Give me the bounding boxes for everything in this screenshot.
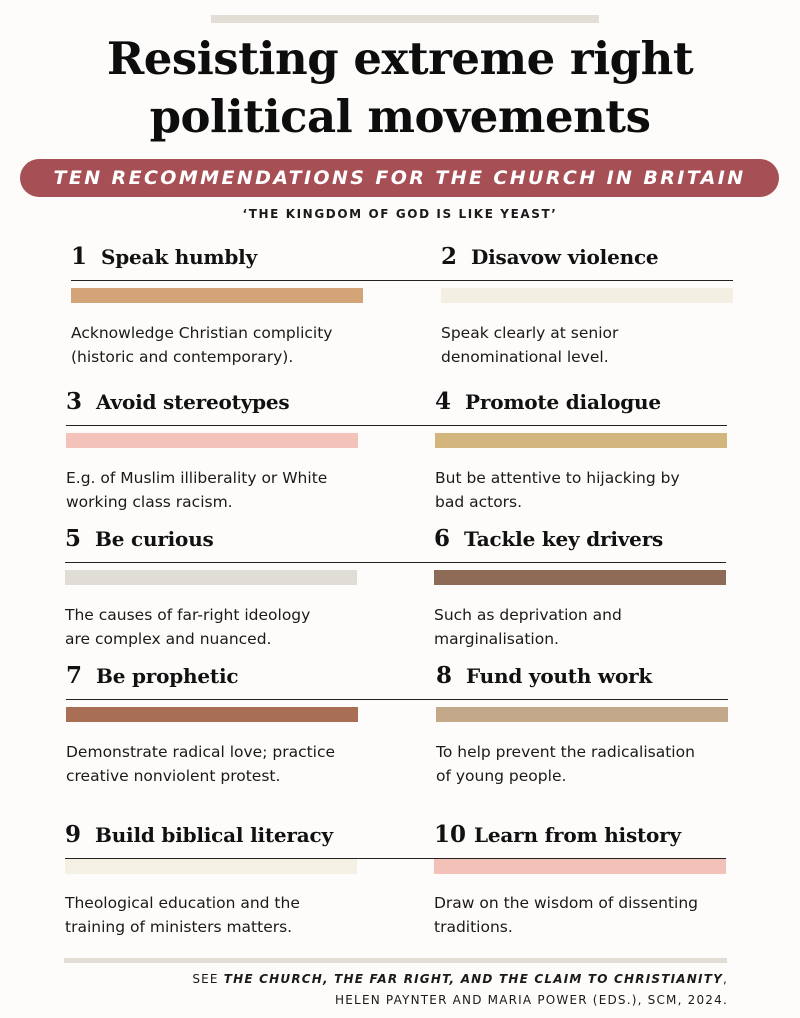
recommendation-description (434, 603, 754, 651)
page-title (0, 30, 800, 146)
recommendation-title: Promote dialogue (465, 390, 661, 414)
tagline: ‘THE KINGDOM OF GOD IS LIKE YEAST’ (242, 207, 558, 221)
recommendation-title: Fund youth work (466, 664, 653, 688)
recommendation-description (65, 603, 385, 651)
recommendation-number: 2 (441, 243, 458, 270)
recommendation-card-9 (65, 821, 365, 951)
recommendation-description (435, 466, 755, 514)
description-line-1: The causes of far-right ideology (65, 606, 311, 624)
recommendation-description (66, 466, 386, 514)
recommendation-card-7 (66, 662, 366, 792)
description-line-1: But be attentive to hijacking by (435, 469, 680, 487)
citation-line-2: HELEN PAYNTER AND MARIA POWER (EDS.), SCM, 2024. (335, 993, 728, 1007)
recommendation-color-bar (65, 570, 357, 585)
recommendation-rule (434, 562, 726, 563)
recommendation-color-bar (66, 433, 358, 448)
recommendation-color-bar (435, 433, 727, 448)
recommendation-title: Tackle key drivers (464, 527, 664, 551)
description-line-2: bad actors. (435, 493, 523, 511)
recommendation-title: Avoid stereotypes (96, 390, 290, 414)
recommendation-description (436, 740, 756, 788)
bottom-divider (64, 958, 727, 963)
description-line-2: traditions. (434, 918, 513, 936)
recommendation-title: Speak humbly (101, 245, 257, 269)
recommendation-heading (435, 388, 661, 424)
citation-line-1 (192, 969, 728, 990)
description-line-1: Draw on the wisdom of dissenting (434, 894, 698, 912)
recommendation-description (441, 321, 761, 369)
recommendation-heading (65, 821, 333, 857)
description-line-2: working class racism. (66, 493, 233, 511)
recommendation-heading (66, 662, 238, 698)
top-divider (211, 15, 599, 23)
title-line-2: political movements (149, 90, 651, 143)
recommendation-heading (434, 821, 681, 857)
recommendation-rule (436, 699, 728, 700)
citation-book-title: THE CHURCH, THE FAR RIGHT, AND THE CLAIM TO CHRISTIANITY (223, 972, 723, 986)
recommendation-heading (436, 662, 652, 698)
recommendation-number: 6 (434, 525, 451, 552)
description-line-1: Acknowledge Christian complicity (71, 324, 333, 342)
recommendation-card-10 (434, 821, 734, 951)
recommendation-number: 7 (66, 662, 83, 689)
recommendation-description (434, 891, 754, 939)
recommendation-title: Be curious (95, 527, 214, 551)
recommendation-heading (441, 243, 658, 279)
description-line-2: of young people. (436, 767, 567, 785)
recommendation-color-bar (434, 570, 726, 585)
recommendation-card-3 (66, 388, 366, 518)
recommendation-color-bar (65, 859, 357, 874)
recommendation-description (71, 321, 391, 369)
recommendation-rule (435, 425, 727, 426)
description-line-1: E.g. of Muslim illiberality or White (66, 469, 328, 487)
recommendation-rule (66, 425, 436, 426)
description-line-1: To help prevent the radicalisation (436, 743, 695, 761)
description-line-2: (historic and contemporary). (71, 348, 294, 366)
description-line-1: Demonstrate radical love; practice (66, 743, 336, 761)
recommendation-rule (71, 280, 441, 281)
recommendation-color-bar (436, 707, 728, 722)
recommendation-title: Learn from history (474, 823, 681, 847)
recommendation-number: 9 (65, 821, 82, 848)
description-line-2: training of ministers matters. (65, 918, 293, 936)
description-line-1: Speak clearly at senior (441, 324, 619, 342)
subtitle-banner: TEN RECOMMENDATIONS FOR THE CHURCH IN BRITAIN (20, 159, 779, 197)
citation-prefix: SEE (192, 972, 224, 986)
recommendation-heading (71, 243, 257, 279)
recommendation-number: 3 (66, 388, 83, 415)
recommendation-card-2 (441, 243, 741, 373)
recommendation-heading (434, 525, 663, 561)
recommendation-color-bar (434, 859, 726, 874)
citation (192, 969, 728, 1011)
recommendation-color-bar (66, 707, 358, 722)
recommendation-number: 10 (434, 821, 467, 848)
recommendation-heading (65, 525, 214, 561)
recommendation-number: 4 (435, 388, 452, 415)
recommendation-heading (66, 388, 289, 424)
recommendation-rule (65, 562, 435, 563)
recommendation-card-1 (71, 243, 371, 373)
recommendation-rule (441, 280, 733, 281)
recommendation-card-4 (435, 388, 735, 518)
citation-suffix: , (722, 972, 728, 986)
recommendation-number: 8 (436, 662, 453, 689)
description-line-2: creative nonviolent protest. (66, 767, 281, 785)
recommendation-color-bar (71, 288, 363, 303)
recommendation-description (65, 891, 385, 939)
recommendation-title: Disavow violence (471, 245, 659, 269)
description-line-1: Theological education and the (65, 894, 300, 912)
recommendation-number: 5 (65, 525, 82, 552)
recommendation-card-8 (436, 662, 736, 792)
recommendation-description (66, 740, 386, 788)
recommendation-number: 1 (71, 243, 88, 270)
recommendation-rule (66, 699, 436, 700)
recommendation-title: Build biblical literacy (95, 823, 333, 847)
recommendation-title: Be prophetic (96, 664, 239, 688)
recommendation-card-5 (65, 525, 365, 655)
description-line-2: are complex and nuanced. (65, 630, 272, 648)
recommendation-color-bar (441, 288, 733, 303)
description-line-2: denominational level. (441, 348, 609, 366)
description-line-2: marginalisation. (434, 630, 559, 648)
recommendation-card-6 (434, 525, 734, 655)
description-line-1: Such as deprivation and (434, 606, 622, 624)
title-line-1: Resisting extreme right (106, 32, 694, 85)
